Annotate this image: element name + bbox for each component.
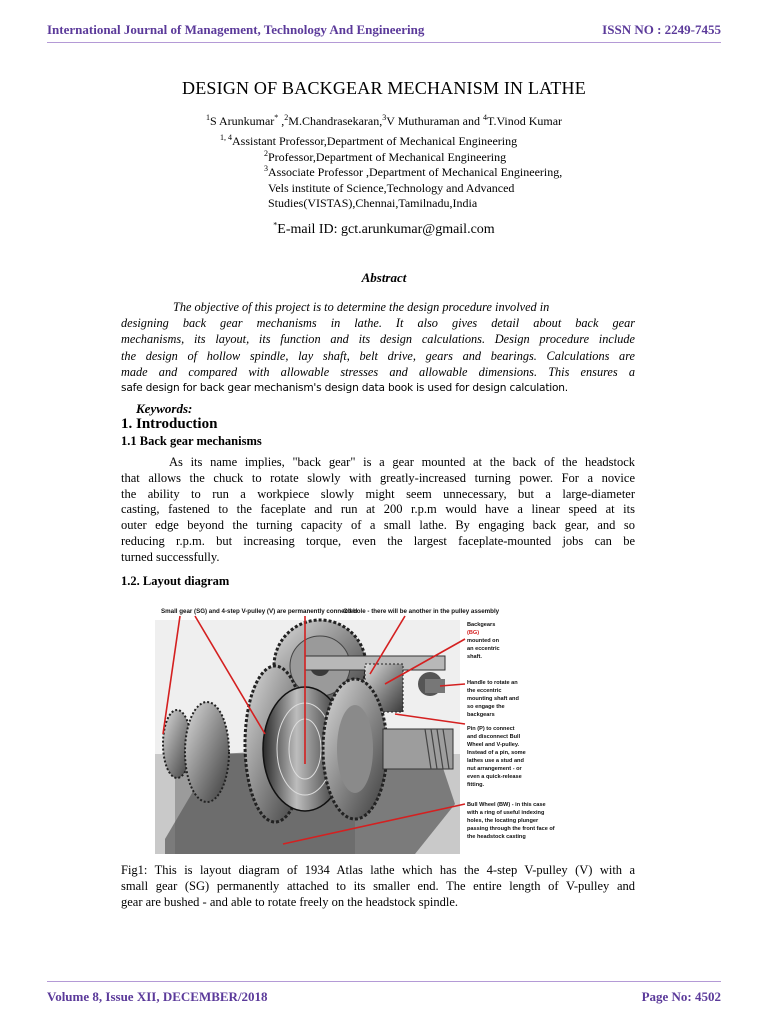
- paragraph-line: the ability to run a workpiece slowly might seem unnecessary, but a large-diameter: [121, 486, 635, 501]
- svg-text:nut arrangement - or: nut arrangement - or: [467, 766, 522, 772]
- running-footer: [0, 981, 768, 1005]
- running-header: [0, 22, 768, 42]
- author-sep: ,: [278, 114, 285, 128]
- callout-bull-wheel: Bull Wheel (BW) - in this case: [467, 802, 546, 808]
- abstract-line: safe design for back gear mechanism's design data book is used for design calculation.: [121, 382, 568, 395]
- svg-text:so engage the: so engage the: [467, 704, 505, 710]
- subsection-heading-layout: 1.2. Layout diagram: [121, 574, 230, 588]
- author-2: M.Chandrasekaran,: [288, 114, 383, 128]
- svg-text:even a quick-release: even a quick-release: [467, 774, 522, 780]
- abstract-line: The objective of this project is to determine the design procedure involved in: [173, 300, 550, 314]
- callout-backgears: Backgears: [467, 622, 496, 628]
- affiliation-line: $^{1, 4}$Assistant Professor,Department of Mechanical Engineering: [220, 133, 518, 148]
- author-list: [0, 114, 768, 129]
- keywords-label: Keywords:: [136, 401, 193, 416]
- abstract-line: designing back gear mechanisms in lathe. It also gives detail about back gear: [121, 316, 635, 331]
- caption-line: small gear (SG) permanently attached to its smaller end. The entire length of V-pulley and: [121, 878, 635, 893]
- svg-text:the eccentric: the eccentric: [467, 688, 502, 694]
- author-4-sup: 4: [483, 113, 488, 122]
- svg-text:lathes use a stud and: lathes use a stud and: [467, 758, 524, 764]
- author-1-star: *: [274, 113, 279, 122]
- paper-title: DESIGN OF BACKGEAR MECHANISM IN LATHE: [182, 78, 586, 98]
- footer-rule: [47, 981, 721, 982]
- author-1-sup: 1: [205, 113, 210, 122]
- caption-line: Fig1: This is layout diagram of 1934 Atlas lathe which has the 4-step V-pulley (V) with a: [121, 863, 635, 877]
- svg-text:Wheel and V-pulley.: Wheel and V-pulley.: [467, 742, 520, 748]
- callout-handle: Handle to rotate an: [467, 680, 518, 686]
- svg-text:shaft.: shaft.: [467, 654, 482, 660]
- svg-text:backgears: backgears: [467, 712, 495, 718]
- svg-text:passing through the front face: passing through the front face of: [467, 826, 555, 832]
- author-2-sup: 2: [284, 113, 289, 122]
- svg-text:mounted on: mounted on: [467, 638, 500, 644]
- author-4: T.Vinod Kumar: [487, 114, 563, 128]
- callout-pin: Pin (P) to connect: [467, 726, 515, 732]
- subsection-heading-back-gear: 1.1 Back gear mechanisms: [121, 434, 262, 448]
- svg-text:the headstock casting: the headstock casting: [467, 834, 526, 840]
- abstract-line: made and compared with allowable stresses and allowable dimensions. This ensures a: [121, 364, 635, 379]
- svg-text:and disconnect Bull: and disconnect Bull: [467, 734, 521, 740]
- affiliation-line: Vels institute of Science,Technology and Advanced: [268, 180, 515, 195]
- abstract-line: mechanisms, its layout, its function and its design calculations. Design procedure include: [121, 332, 635, 347]
- email-text: E-mail ID: gct.arunkumar@gmail.com: [277, 222, 495, 237]
- figure-top-label-1: Small gear (SG) and 4-step V-pulley (V) are permanently connected: [161, 608, 358, 615]
- svg-text:mounting shaft and: mounting shaft and: [467, 696, 519, 702]
- issn-number: ISSN NO : 2249-7455: [602, 22, 721, 37]
- caption-line: gear are bushed - and able to rotate freely on the headstock spindle.: [121, 894, 459, 909]
- affiliation-line: $^2$Professor,Department of Mechanical Engineering: [264, 148, 507, 164]
- affiliation-line: $^3$Associate Professor ,Department of Mechanical Engineering,: [264, 164, 563, 179]
- figure-caption: [121, 863, 635, 910]
- author-1: S Arunkumar: [209, 114, 275, 128]
- abstract-body: [121, 299, 635, 396]
- paragraph-line: casting, fastened to the faceplate and run at 200 r.p.m would have a linear speed at its: [121, 502, 635, 517]
- affiliation-line: Studies(VISTAS),Chennai,Tamilnadu,India: [268, 196, 478, 210]
- svg-text:an eccentric: an eccentric: [467, 646, 500, 652]
- layout-diagram-figure: [155, 604, 585, 854]
- author-3: V Muthuraman and: [386, 114, 484, 128]
- author-3-sup: 3: [382, 113, 387, 122]
- section-heading-introduction: 1. Introduction: [121, 416, 218, 432]
- volume-issue: Volume 8, Issue XII, DECEMBER/2018: [47, 989, 268, 1004]
- paragraph-line: reducing r.p.m. but increasing torque, even the largest faceplate-mounted jobs can be: [121, 533, 635, 548]
- journal-name: International Journal of Management, Technology And Engineering: [47, 22, 425, 37]
- page-number: Page No: 4502: [641, 989, 721, 1004]
- email-line: *E-mail ID: gct.arunkumar@gmail.com: [273, 220, 495, 237]
- abstract-line: the design of hollow spindle, lay shaft, belt drive, gears and bearings. Calculations are: [121, 348, 635, 363]
- paragraph-line: outer edge beyond the turning capacity of a small lathe. By engaging back gear, and so: [121, 518, 635, 533]
- callout-labels: [466, 622, 555, 840]
- backgear-photo: [155, 604, 585, 854]
- paragraph-line: turned successfully.: [121, 549, 220, 564]
- svg-text:(BG): (BG): [467, 630, 480, 636]
- intro-paragraph: [121, 455, 635, 566]
- svg-text:fitting.: fitting.: [467, 782, 485, 788]
- figure-top-label-2: Oil hole - there will be another in the pulley assembly: [343, 608, 500, 615]
- svg-text:holes, the locating plunger: holes, the locating plunger: [467, 818, 539, 824]
- paragraph-line: that allows the chuck to rotate slowly with greatly-increased turning power. For a novice: [121, 470, 635, 485]
- affiliations: [220, 134, 562, 212]
- abstract-heading: Abstract: [361, 270, 407, 285]
- header-rule: [47, 42, 721, 43]
- svg-text:with a ring of useful indexing: with a ring of useful indexing: [467, 810, 545, 816]
- paragraph-line: As its name implies, "back gear" is a gear mounted at the back of the headstock: [169, 455, 635, 469]
- svg-text:Instead of a pin, some: Instead of a pin, some: [467, 750, 526, 756]
